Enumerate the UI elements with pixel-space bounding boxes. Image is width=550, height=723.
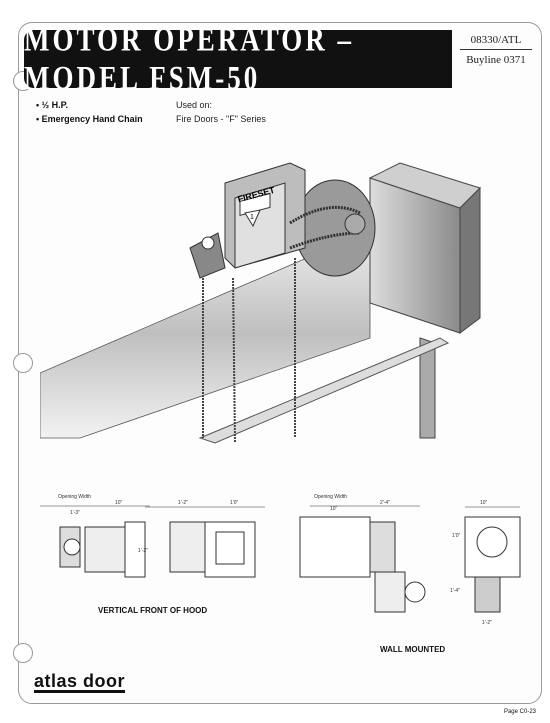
opening-width-label: Opening Width bbox=[314, 494, 348, 500]
fireset-number: 1 bbox=[250, 214, 254, 221]
dim-label: 1'0" bbox=[452, 533, 461, 539]
dim-label: 1'-2" bbox=[138, 548, 148, 554]
used-on-label: Used on: bbox=[176, 100, 213, 110]
motor-operator-illustration bbox=[40, 138, 500, 448]
atlas-door-logo: atlas door bbox=[34, 671, 126, 691]
dim-label: 1'-4" bbox=[450, 588, 460, 594]
dim-label: 1'-2" bbox=[482, 620, 492, 626]
page-title: MOTOR OPERATOR – MODEL FSM-50 bbox=[24, 20, 355, 97]
buyline: Buyline 0371 bbox=[466, 54, 526, 66]
page-number: Page C0-23 bbox=[503, 709, 536, 715]
dim-label: 1'-2" bbox=[178, 500, 188, 506]
title-banner bbox=[24, 20, 452, 97]
spec-code-box bbox=[460, 34, 532, 66]
punch-hole bbox=[13, 353, 33, 373]
wall-mounted-drawing bbox=[290, 492, 530, 632]
feature-item: • ½ H.P. bbox=[36, 100, 69, 110]
used-on-block bbox=[176, 98, 266, 126]
dim-label: 1'0" bbox=[230, 500, 239, 506]
dim-label: 10" bbox=[115, 500, 123, 506]
spec-code: 08330/ATL bbox=[460, 34, 532, 50]
vertical-front-caption: VERTICAL FRONT OF HOOD bbox=[98, 606, 208, 615]
dim-label: 2'-4" bbox=[380, 500, 390, 506]
punch-hole bbox=[13, 643, 33, 663]
wall-mounted-caption: WALL MOUNTED bbox=[380, 645, 446, 654]
opening-width-label: Opening Width bbox=[58, 494, 92, 500]
dim-label: 10" bbox=[330, 506, 338, 512]
dim-label: 10" bbox=[480, 500, 488, 506]
fireset-label: FIRESET bbox=[236, 184, 276, 205]
dim-label: 1'-3" bbox=[70, 510, 80, 516]
used-on-value: Fire Doors - "F" Series bbox=[176, 114, 266, 124]
features-list bbox=[36, 98, 143, 126]
feature-item: • Emergency Hand Chain bbox=[36, 114, 143, 124]
vertical-front-drawing bbox=[30, 492, 270, 602]
